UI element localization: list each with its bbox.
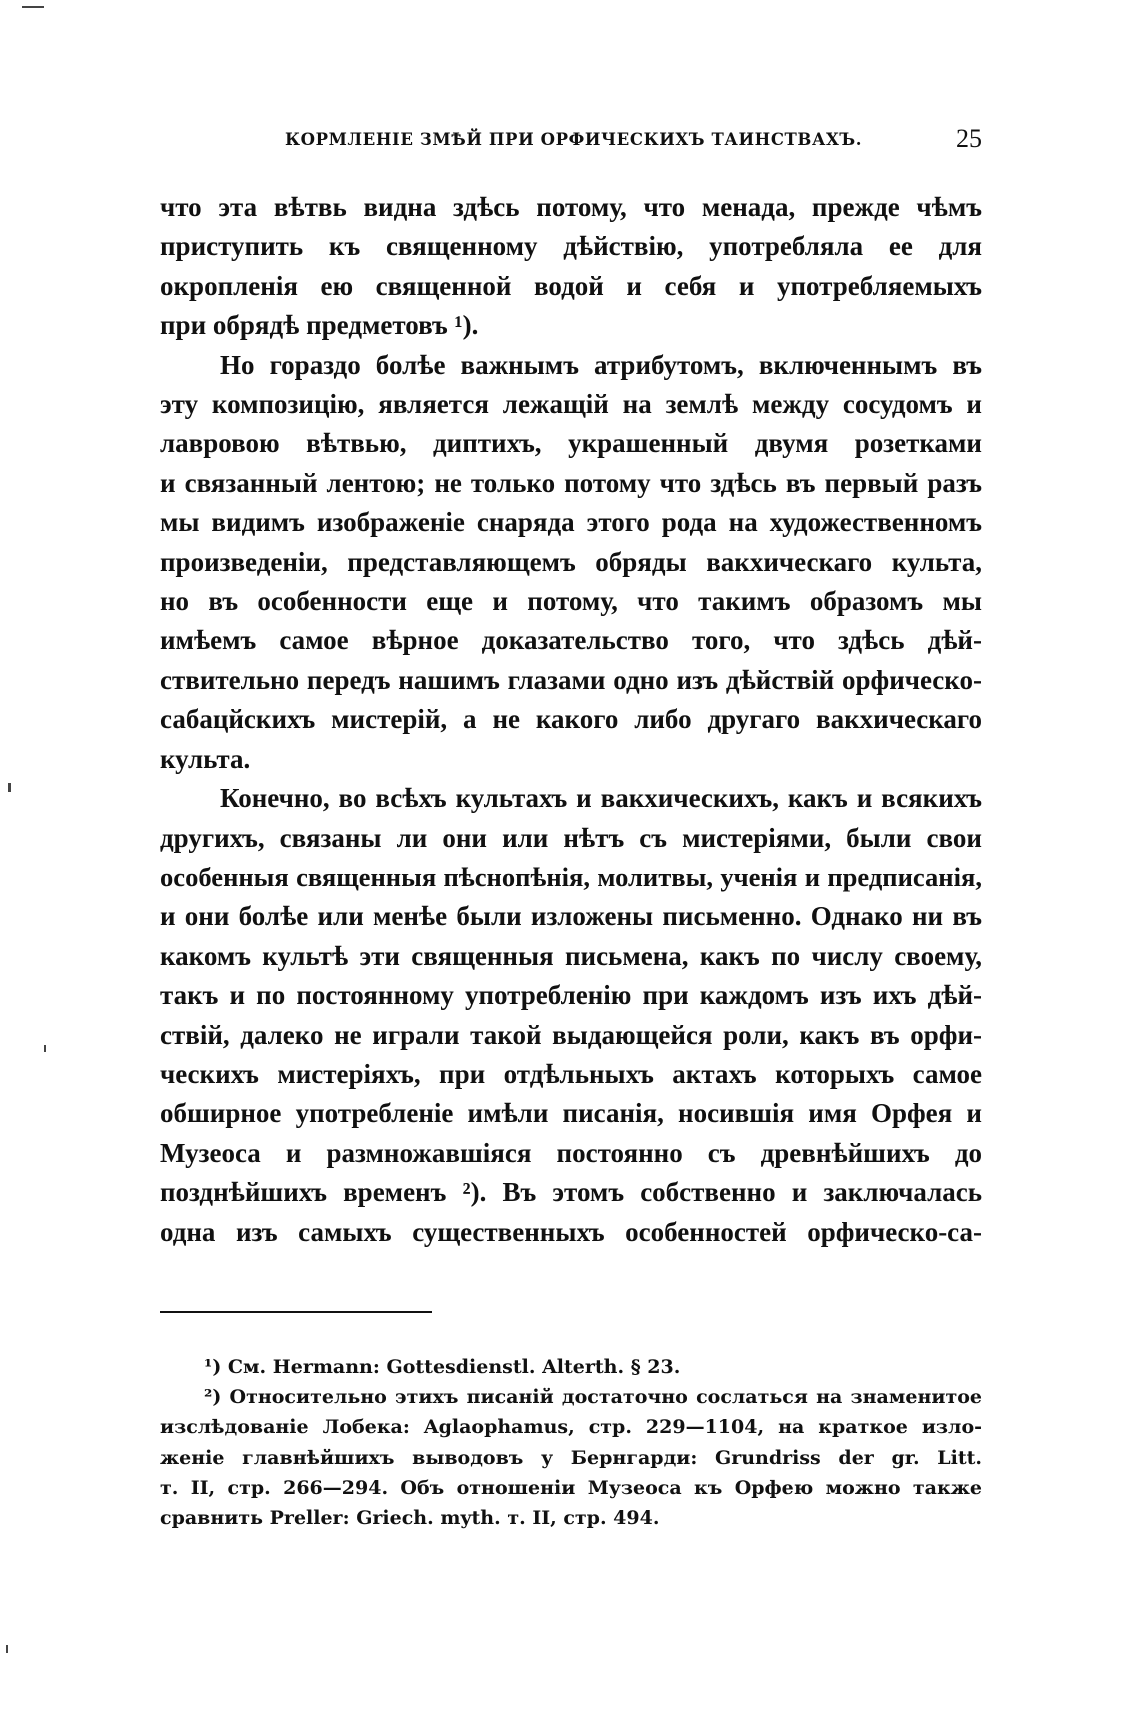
- text-line: ствительно передъ нашимъ глазами одно изъ дѣйствій орфическо-: [160, 664, 982, 695]
- text-line: окропленія ею священной водой и себя и употребляемыхъ: [160, 270, 982, 301]
- scan-speck: [8, 783, 11, 792]
- text-line: одна изъ самыхъ существенныхъ особенностей орфическо-са-: [160, 1216, 982, 1247]
- footnote-line: сравнить Preller: Griech. myth. т. II, стр. 494.: [160, 1507, 660, 1530]
- text-line: при обрядѣ предметовъ ¹).: [160, 310, 479, 341]
- text-line: Но гораздо болѣе важнымъ атрибутомъ, включеннымъ въ: [220, 349, 982, 380]
- text-line: имѣемъ самое вѣрное доказательство того, что здѣсь дѣй-: [160, 625, 982, 656]
- text-line: но въ особенности еще и потому, что такимъ образомъ мы: [160, 586, 982, 617]
- text-line: такъ и по постоянному употребленію при каждомъ изъ ихъ дѣй-: [160, 980, 982, 1011]
- text-line: особенныя священныя пѣснопѣнія, молитвы, ученія и предписанія,: [160, 861, 982, 892]
- text-line: обширное употребленіе имѣли писанія, носившія имя Орфея и: [160, 1098, 982, 1129]
- text-line: ческихъ мистеріяхъ, при отдѣльныхъ актахъ которыхъ самое: [160, 1058, 982, 1089]
- footnotes: [160, 1352, 982, 1533]
- text-line: приступить къ священному дѣйствію, употребляла ее для: [160, 231, 982, 262]
- text-line: позднѣйшихъ временъ ²). Въ этомъ собственно и заключалась: [160, 1177, 982, 1208]
- scan-speck: [44, 1045, 46, 1052]
- footnote-line: изслѣдованіе Лобека: Aglaophamus, стр. 229—1104, на краткое изло-: [160, 1416, 982, 1439]
- text-line: что эта вѣтвь видна здѣсь потому, что менада, прежде чѣмъ: [160, 192, 982, 222]
- page-number: 25: [956, 124, 982, 153]
- footnote-line: ²) Относительно этихъ писаній достаточно сослаться на знаменитое: [204, 1386, 982, 1409]
- running-title: КОРМЛЕНІЕ ЗМѢЙ ПРИ ОРФИЧЕСКИХЪ ТАИНСТВАХЪ.: [285, 130, 863, 149]
- text-line: Конечно, во всѣхъ культахъ и вакхическихъ, какъ и всякихъ: [220, 783, 982, 814]
- text-line: и они болѣе или менѣе были изложены письменно. Однако ни въ: [160, 901, 982, 932]
- text-line: лавровою вѣтвью, диптихъ, украшенный двумя розетками: [160, 428, 982, 459]
- footnote-rule: [160, 1311, 432, 1313]
- text-line: эту композицію, является лежащій на землѣ между сосудомъ и: [160, 389, 982, 420]
- scan-speck: [22, 6, 44, 8]
- text-line: Музеоса и размножавшіяся постоянно съ древнѣйшихъ до: [160, 1137, 982, 1168]
- text-line: другихъ, связаны ли они или нѣтъ съ мистеріями, были свои: [160, 822, 982, 853]
- text-line: и связанный лентою; не только потому что здѣсь въ первый разъ: [160, 467, 982, 498]
- text-line: культа.: [160, 743, 251, 774]
- text-line: какомъ культѣ эти священныя письмена, какъ по числу своему,: [160, 940, 982, 971]
- footnote-line: ¹) См. Hermann: Gottesdienstl. Alterth. § 23.: [204, 1356, 681, 1378]
- text-line: ствій, далеко не играли такой выдающейся роли, какъ въ орфи-: [160, 1019, 982, 1050]
- scan-speck: [6, 1645, 8, 1653]
- text-line: произведеніи, представляющемъ обряды вакхическаго культа,: [160, 546, 982, 577]
- text-line: сабацйскихъ мистерій, а не какого либо другаго вакхическаго: [160, 704, 982, 735]
- running-head: [160, 124, 982, 164]
- footnote-line: женіе главнѣйшихъ выводовъ у Бернгарди: Grundriss der gr. Litt.: [160, 1446, 982, 1469]
- body-text: [160, 188, 982, 1252]
- footnote-line: т. II, стр. 266—294. Объ отношеніи Музеоса къ Орфею можно также: [160, 1476, 982, 1499]
- text-line: мы видимъ изображеніе снаряда этого рода на художественномъ: [160, 507, 982, 538]
